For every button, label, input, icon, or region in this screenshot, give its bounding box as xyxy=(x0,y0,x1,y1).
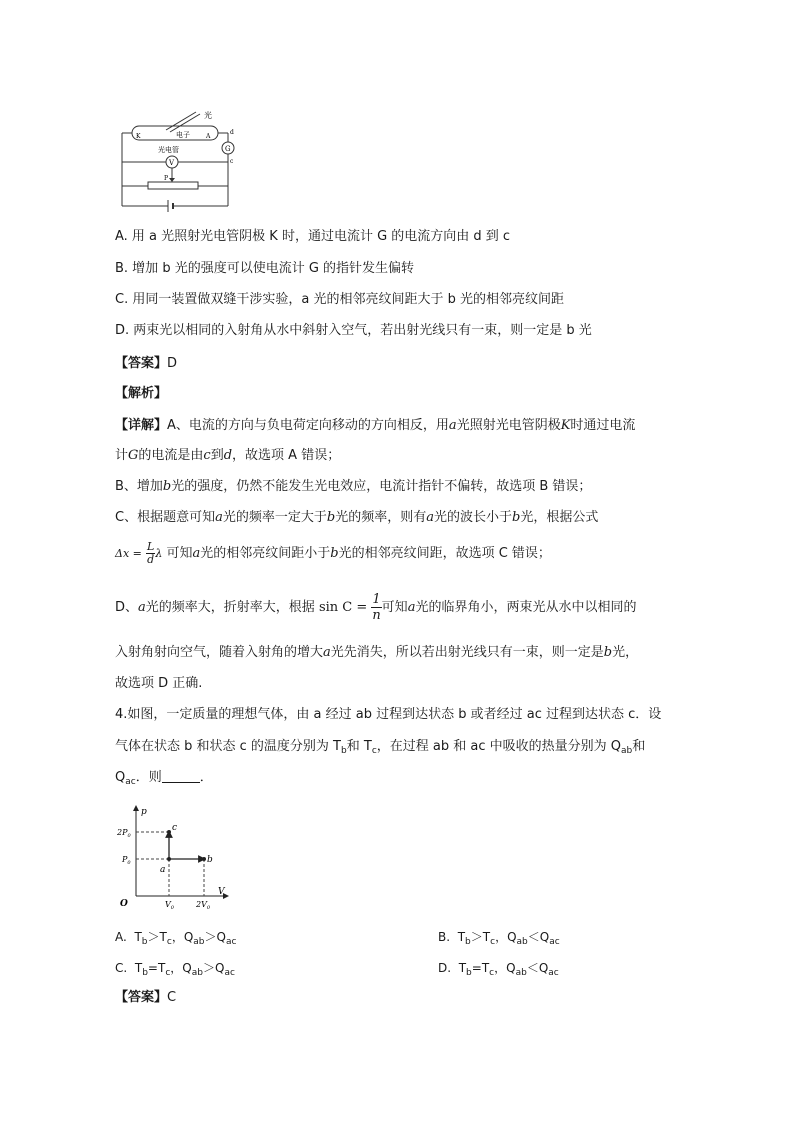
text: 光的频率一定大于 xyxy=(222,510,327,525)
tick-text: 2P xyxy=(117,828,128,837)
rel: ＜ xyxy=(527,930,540,944)
state-a-point xyxy=(167,857,171,861)
formula-d: d xyxy=(147,553,155,566)
var-b: b xyxy=(330,546,339,561)
formula-one: 1 xyxy=(372,592,381,607)
letter: A. xyxy=(115,930,127,944)
sub: ac xyxy=(125,777,136,787)
galvanometer-label: G xyxy=(225,145,231,153)
tick-2v0 xyxy=(195,900,211,911)
answer-value: C xyxy=(167,990,177,1005)
t: T xyxy=(481,961,490,975)
var-g: G xyxy=(128,448,139,463)
tick-sub: 0 xyxy=(127,860,131,866)
t: T xyxy=(157,961,166,975)
q3-option-b: B. 增加 b 光的强度可以使电流计 G 的指针发生偏转 xyxy=(115,261,415,276)
sub: c xyxy=(489,968,495,978)
text: ． xyxy=(199,770,213,785)
var-a: a xyxy=(407,600,416,615)
q4-option-b xyxy=(438,928,560,947)
text: ．则 xyxy=(135,770,162,785)
q4-option-a xyxy=(115,928,236,947)
sub: ab xyxy=(193,937,205,947)
t: T xyxy=(458,961,467,975)
var-b: b xyxy=(603,645,613,660)
tick-sub: 0 xyxy=(206,905,211,911)
sub: b xyxy=(142,968,148,978)
letter: B. xyxy=(438,930,451,944)
tick-v0 xyxy=(165,900,175,911)
slider-p-label: P xyxy=(164,175,169,182)
text: D、 xyxy=(115,600,139,615)
rel: = xyxy=(471,961,482,975)
voltmeter-label: V xyxy=(169,159,175,167)
light-label: 光 xyxy=(204,111,212,120)
q4-stem-line1: 4.如图，一定质量的理想气体，由 a 经过 ab 过程到达状态 b 或者经过 ac 过程到达状态 c．设 xyxy=(115,707,662,722)
formula-fraction-1-over-n xyxy=(371,592,381,623)
t: T xyxy=(159,930,167,944)
v-axis-label: V xyxy=(218,887,225,897)
expl-c-line1 xyxy=(115,508,598,528)
expl-d-line2 xyxy=(115,643,638,663)
formula-lambda: λ xyxy=(155,547,163,560)
var-a: a xyxy=(448,418,457,433)
q3-option-d: D. 两束光以相同的入射角从水中斜射入空气，若出射光线只有一束，则一定是 b 光 xyxy=(115,323,592,338)
text: 光的强度，仍然不能发生光电效应，电流计指针不偏转，故选项 B 错误； xyxy=(171,479,592,494)
q3-option-a: A. 用 a 光照射光电管阴极 K 时，通过电流计 G 的电流方向由 d 到 c xyxy=(115,229,511,244)
tick-sub: 0 xyxy=(170,905,174,911)
rel: ＞ xyxy=(470,930,483,944)
rel: ＞ xyxy=(204,930,217,944)
letter: D. xyxy=(438,961,452,975)
sub: c xyxy=(371,746,377,756)
tick-text: P xyxy=(122,855,128,864)
text: 光，根据公式 xyxy=(520,510,599,525)
sub: b xyxy=(341,746,347,756)
sub: ac xyxy=(226,937,237,947)
text: 光的临界角小，两束光从水中以相同的 xyxy=(415,600,637,615)
q: Q xyxy=(183,930,194,944)
text: ，在过程 ab 和 ac 中吸收的热量分别为 Q xyxy=(376,739,621,754)
var-a: a xyxy=(138,600,146,615)
text: 可知 xyxy=(166,546,193,561)
text: 光的频率，则有 xyxy=(335,510,427,525)
text: 光， xyxy=(612,645,639,660)
answer-label: 【答案】 xyxy=(115,356,168,371)
var-c: c xyxy=(203,448,211,463)
text: 和 xyxy=(632,739,646,754)
text: B、增加 xyxy=(115,479,163,494)
pv-diagram xyxy=(114,802,236,914)
text: 入射角射向空气，随着入射角的增大 xyxy=(115,645,324,660)
t: T xyxy=(457,930,466,944)
sub: c xyxy=(165,968,171,978)
state-b-point xyxy=(202,857,206,861)
text: 计 xyxy=(115,448,129,463)
text: 的电流是由 xyxy=(138,448,204,463)
expl-d-line3: 故选项 D 正确. xyxy=(115,676,203,691)
electron-label: 电子 xyxy=(176,131,190,139)
var-d: d xyxy=(223,448,233,463)
analysis-label: 【解析】 xyxy=(115,386,168,401)
formula-sinc: sin C = xyxy=(318,600,368,615)
tick-sub: 0 xyxy=(127,833,131,839)
sub: ab xyxy=(621,746,633,756)
terminal-d-label: d xyxy=(230,129,234,136)
sep: ， xyxy=(170,961,183,975)
q4-option-d xyxy=(438,959,559,978)
text: A、电流的方向与负电荷定向移动的方向相反，用 xyxy=(167,418,449,433)
tube-label: 光电管 xyxy=(158,146,179,154)
q: Q xyxy=(182,961,192,975)
expl-d-line1 xyxy=(115,592,636,624)
formula-n: n xyxy=(372,608,381,623)
sub: ab xyxy=(515,968,527,978)
text: C、根据题意可知 xyxy=(115,510,216,525)
sub: b xyxy=(466,968,472,978)
q: Q xyxy=(538,961,549,975)
text: 光的相邻亮纹间距小于 xyxy=(200,546,331,561)
q: Q xyxy=(214,961,225,975)
terminal-c-label: c xyxy=(230,158,234,165)
expl-a-line1 xyxy=(115,416,635,436)
q3-analysis-label xyxy=(115,384,167,404)
text: 光照射光电管阴极 xyxy=(456,418,561,433)
state-c-point xyxy=(167,830,171,834)
tick-p0 xyxy=(121,855,131,866)
origin-label: O xyxy=(120,899,128,909)
q3-option-c: C. 用同一装置做双缝干涉实验，a 光的相邻亮纹间距大于 b 光的相邻亮纹间距 xyxy=(115,292,564,307)
sub: c xyxy=(166,937,172,947)
sep: ， xyxy=(171,930,184,944)
sub: b xyxy=(141,937,148,947)
q: Q xyxy=(507,930,517,944)
formula-l: L xyxy=(147,540,155,553)
q4-stem-line3 xyxy=(115,768,213,792)
sep: ， xyxy=(494,961,507,975)
t: T xyxy=(482,930,491,944)
text: ，故选项 A 错误； xyxy=(232,448,341,463)
answer-label: 【答案】 xyxy=(115,990,168,1005)
photoelectric-circuit-figure xyxy=(118,108,248,218)
state-a-label: a xyxy=(160,865,166,875)
q: Q xyxy=(506,961,516,975)
text: 到 xyxy=(210,448,224,463)
sub: ac xyxy=(224,968,235,978)
rel: = xyxy=(147,961,158,975)
rel: ＜ xyxy=(526,961,539,975)
var-a: a xyxy=(426,510,434,525)
var-a: a xyxy=(323,645,331,660)
var-b: b xyxy=(326,510,336,525)
detail-label: 【详解】 xyxy=(115,418,168,433)
cathode-label: K xyxy=(136,133,141,140)
text: 光的相邻亮纹间距，故选项 C 错误； xyxy=(338,546,551,561)
p-axis-label: p xyxy=(141,807,147,817)
sub: ab xyxy=(516,937,528,947)
sub: ab xyxy=(191,968,203,978)
expl-a-line2 xyxy=(115,446,340,466)
sep: ， xyxy=(495,930,508,944)
expl-c-line2 xyxy=(115,540,551,568)
text: 气体在状态 b 和状态 c 的温度分别为 T xyxy=(115,739,342,754)
state-c-label: c xyxy=(172,823,178,833)
anode-label: A xyxy=(206,133,211,140)
text: 光的频率大，折射率大，根据 xyxy=(145,600,315,615)
q: Q xyxy=(539,930,550,944)
var-b: b xyxy=(162,479,172,494)
state-b-label: b xyxy=(207,855,213,865)
text: 光的波长小于 xyxy=(433,510,512,525)
q4-answer xyxy=(115,988,176,1008)
sub: b xyxy=(465,937,471,947)
letter: C. xyxy=(115,961,128,975)
text: 时通过电流 xyxy=(570,418,636,433)
var-a: a xyxy=(215,510,223,525)
formula-dx: Δx = xyxy=(115,547,142,560)
var-k: K xyxy=(560,418,571,433)
t: T xyxy=(134,961,143,975)
text: 光先消失，所以若出射光线只有一束，则一定是 xyxy=(330,645,604,660)
sub: c xyxy=(490,937,496,947)
tick-text: V xyxy=(165,900,171,909)
answer-value: D xyxy=(167,356,178,371)
formula-fraction-l-over-d xyxy=(146,541,155,566)
tick-2p0 xyxy=(116,828,131,839)
answer-blank xyxy=(162,770,200,783)
expl-b xyxy=(115,477,591,497)
var-b: b xyxy=(511,510,521,525)
var-a: a xyxy=(192,546,201,561)
text: Q xyxy=(115,770,126,785)
sub: ac xyxy=(548,968,559,978)
q3-answer xyxy=(115,354,177,374)
q4-stem-line2 xyxy=(115,737,645,761)
text: 可知 xyxy=(381,600,408,615)
t: T xyxy=(134,930,142,944)
rel: ＞ xyxy=(202,961,215,975)
q: Q xyxy=(216,930,226,944)
q4-option-c xyxy=(115,959,235,978)
tick-text: 2V xyxy=(196,900,207,909)
text: 和 T xyxy=(346,739,372,754)
rel: ＞ xyxy=(147,930,160,944)
sub: ac xyxy=(549,937,560,947)
